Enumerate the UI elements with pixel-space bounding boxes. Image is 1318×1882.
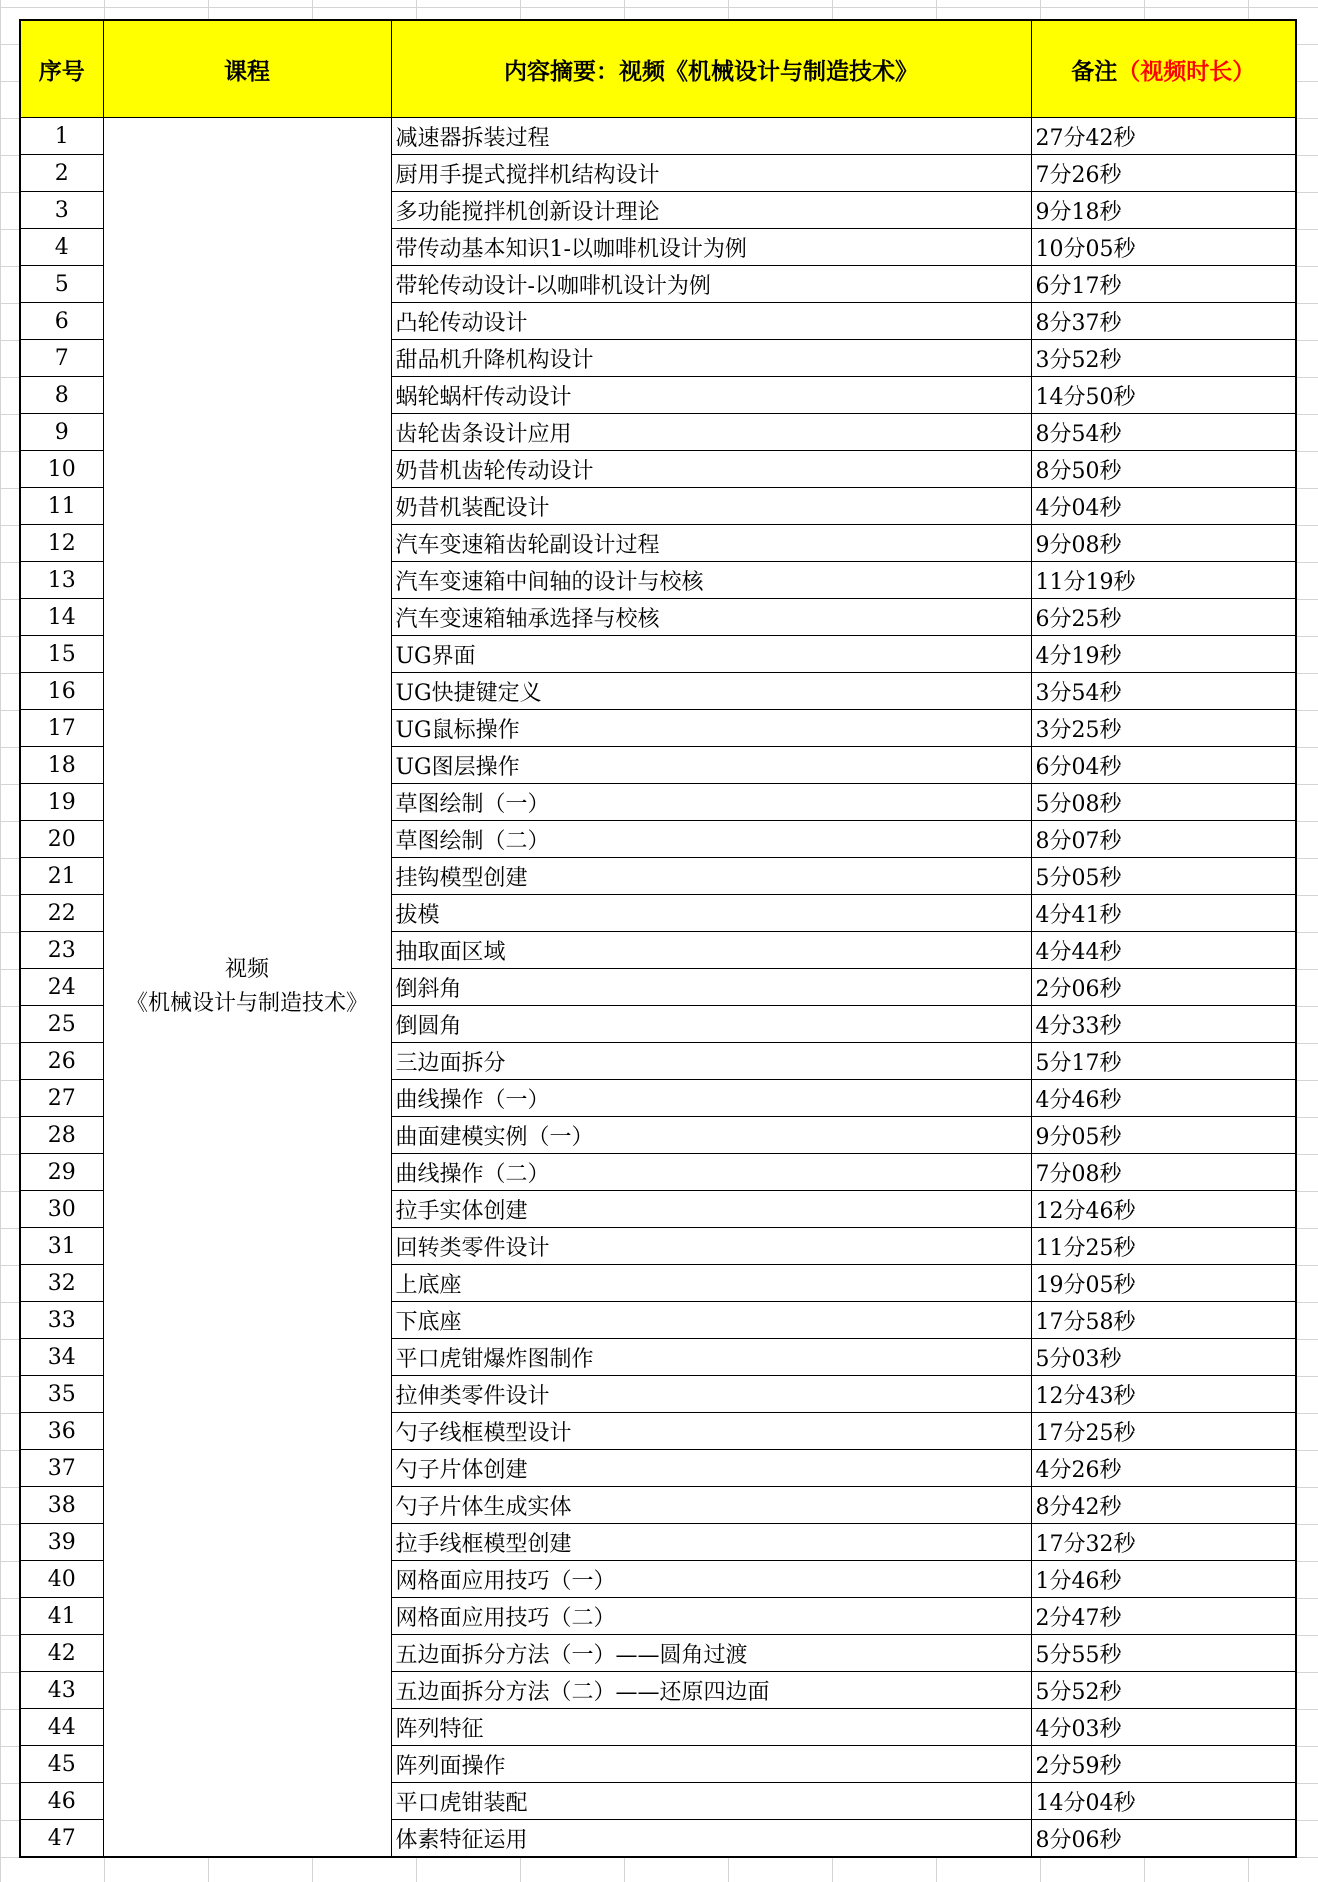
header-note-prefix: 备注: [1071, 57, 1118, 85]
content-title-cell[interactable]: 齿轮齿条设计应用: [391, 414, 1031, 451]
content-title-cell[interactable]: 蜗轮蜗杆传动设计: [391, 377, 1031, 414]
content-title-cell[interactable]: 草图绘制（一）: [391, 784, 1031, 821]
duration-cell[interactable]: 9分18秒: [1031, 192, 1296, 229]
duration-cell[interactable]: 5分17秒: [1031, 1043, 1296, 1080]
duration-cell[interactable]: 17分32秒: [1031, 1524, 1296, 1561]
row-number-cell[interactable]: 26: [20, 1043, 103, 1080]
row-number-cell[interactable]: 12: [20, 525, 103, 562]
row-number-cell[interactable]: 23: [20, 932, 103, 969]
content-title-cell[interactable]: 倒圆角: [391, 1006, 1031, 1043]
content-title-cell[interactable]: 曲线操作（一）: [391, 1080, 1031, 1117]
content-title-cell[interactable]: 拔模: [391, 895, 1031, 932]
course-video-table: [19, 19, 1297, 1858]
duration-cell[interactable]: 9分05秒: [1031, 1117, 1296, 1154]
table-row: [20, 118, 1296, 155]
content-title-cell[interactable]: 下底座: [391, 1302, 1031, 1339]
row-number-cell[interactable]: 43: [20, 1672, 103, 1709]
content-title-cell[interactable]: 网格面应用技巧（一）: [391, 1561, 1031, 1598]
row-number-cell[interactable]: 22: [20, 895, 103, 932]
duration-cell[interactable]: 5分05秒: [1031, 858, 1296, 895]
duration-cell[interactable]: 12分46秒: [1031, 1191, 1296, 1228]
row-number-cell[interactable]: 44: [20, 1709, 103, 1746]
duration-cell[interactable]: 6分25秒: [1031, 599, 1296, 636]
row-number-cell[interactable]: 14: [20, 599, 103, 636]
content-title-cell[interactable]: UG图层操作: [391, 747, 1031, 784]
content-title-cell[interactable]: 拉伸类零件设计: [391, 1376, 1031, 1413]
content-title-cell[interactable]: 汽车变速箱中间轴的设计与校核: [391, 562, 1031, 599]
content-title-cell[interactable]: 勺子片体创建: [391, 1450, 1031, 1487]
row-number-cell[interactable]: 10: [20, 451, 103, 488]
content-title-cell[interactable]: 带轮传动设计-以咖啡机设计为例: [391, 266, 1031, 303]
duration-cell[interactable]: 11分25秒: [1031, 1228, 1296, 1265]
row-number-cell[interactable]: 8: [20, 377, 103, 414]
duration-cell[interactable]: 3分52秒: [1031, 340, 1296, 377]
row-number-cell[interactable]: 40: [20, 1561, 103, 1598]
duration-cell[interactable]: 2分47秒: [1031, 1598, 1296, 1635]
row-number-cell[interactable]: 28: [20, 1117, 103, 1154]
duration-cell[interactable]: 14分50秒: [1031, 377, 1296, 414]
content-title-cell[interactable]: UG界面: [391, 636, 1031, 673]
duration-cell[interactable]: 6分17秒: [1031, 266, 1296, 303]
row-number-cell[interactable]: 16: [20, 673, 103, 710]
row-number-cell[interactable]: 20: [20, 821, 103, 858]
duration-cell[interactable]: 27分42秒: [1031, 118, 1296, 155]
content-title-cell[interactable]: 勺子线框模型设计: [391, 1413, 1031, 1450]
row-number-cell[interactable]: 5: [20, 266, 103, 303]
row-number-cell[interactable]: 2: [20, 155, 103, 192]
row-number-cell[interactable]: 4: [20, 229, 103, 266]
content-title-cell[interactable]: 五边面拆分方法（二）——还原四边面: [391, 1672, 1031, 1709]
row-number-cell[interactable]: 18: [20, 747, 103, 784]
duration-cell[interactable]: 4分04秒: [1031, 488, 1296, 525]
row-number-cell[interactable]: 9: [20, 414, 103, 451]
duration-cell[interactable]: 3分25秒: [1031, 710, 1296, 747]
row-number-cell[interactable]: 15: [20, 636, 103, 673]
duration-cell[interactable]: 6分04秒: [1031, 747, 1296, 784]
row-number-cell[interactable]: 30: [20, 1191, 103, 1228]
content-title-cell[interactable]: UG快捷键定义: [391, 673, 1031, 710]
row-number-cell[interactable]: 3: [20, 192, 103, 229]
header-content[interactable]: 内容摘要：视频《机械设计与制造技术》: [391, 20, 1031, 118]
header-course[interactable]: 课程: [103, 20, 391, 118]
row-number-cell[interactable]: 36: [20, 1413, 103, 1450]
row-number-cell[interactable]: 11: [20, 488, 103, 525]
row-number-cell[interactable]: 42: [20, 1635, 103, 1672]
row-number-cell[interactable]: 6: [20, 303, 103, 340]
duration-cell[interactable]: 8分42秒: [1031, 1487, 1296, 1524]
row-number-cell[interactable]: 21: [20, 858, 103, 895]
row-number-cell[interactable]: 27: [20, 1080, 103, 1117]
duration-cell[interactable]: 8分07秒: [1031, 821, 1296, 858]
row-number-cell[interactable]: 37: [20, 1450, 103, 1487]
content-title-cell[interactable]: 奶昔机齿轮传动设计: [391, 451, 1031, 488]
content-title-cell[interactable]: 草图绘制（二）: [391, 821, 1031, 858]
row-number-cell[interactable]: 1: [20, 118, 103, 155]
row-number-cell[interactable]: 39: [20, 1524, 103, 1561]
content-title-cell[interactable]: 凸轮传动设计: [391, 303, 1031, 340]
content-title-cell[interactable]: 阵列特征: [391, 1709, 1031, 1746]
row-number-cell[interactable]: 32: [20, 1265, 103, 1302]
duration-cell[interactable]: 8分54秒: [1031, 414, 1296, 451]
row-number-cell[interactable]: 35: [20, 1376, 103, 1413]
content-title-cell[interactable]: 体素特征运用: [391, 1820, 1031, 1858]
row-number-cell[interactable]: 25: [20, 1006, 103, 1043]
duration-cell[interactable]: 4分46秒: [1031, 1080, 1296, 1117]
course-line-1: 视频: [224, 957, 269, 982]
duration-cell[interactable]: 4分19秒: [1031, 636, 1296, 673]
duration-cell[interactable]: 17分25秒: [1031, 1413, 1296, 1450]
header-no[interactable]: 序号: [20, 20, 103, 118]
duration-cell[interactable]: 8分06秒: [1031, 1820, 1296, 1858]
content-title-cell[interactable]: 拉手实体创建: [391, 1191, 1031, 1228]
content-title-cell[interactable]: 五边面拆分方法（一）——圆角过渡: [391, 1635, 1031, 1672]
row-number-cell[interactable]: 38: [20, 1487, 103, 1524]
content-title-cell[interactable]: 汽车变速箱齿轮副设计过程: [391, 525, 1031, 562]
duration-cell[interactable]: 8分37秒: [1031, 303, 1296, 340]
header-row: [20, 20, 1296, 118]
row-number-cell[interactable]: 41: [20, 1598, 103, 1635]
header-note-highlight: （视频时长）: [1117, 57, 1256, 85]
row-number-cell[interactable]: 34: [20, 1339, 103, 1376]
row-number-cell[interactable]: 29: [20, 1154, 103, 1191]
content-title-cell[interactable]: 拉手线框模型创建: [391, 1524, 1031, 1561]
content-title-cell[interactable]: 回转类零件设计: [391, 1228, 1031, 1265]
content-title-cell[interactable]: 上底座: [391, 1265, 1031, 1302]
content-title-cell[interactable]: 三边面拆分: [391, 1043, 1031, 1080]
duration-cell[interactable]: 5分52秒: [1031, 1672, 1296, 1709]
header-note[interactable]: [1031, 20, 1296, 118]
content-title-cell[interactable]: 曲线操作（二）: [391, 1154, 1031, 1191]
content-title-cell[interactable]: 奶昔机装配设计: [391, 488, 1031, 525]
row-number-cell[interactable]: 7: [20, 340, 103, 377]
row-number-cell[interactable]: 13: [20, 562, 103, 599]
content-title-cell[interactable]: 曲面建模实例（一）: [391, 1117, 1031, 1154]
content-title-cell[interactable]: 平口虎钳爆炸图制作: [391, 1339, 1031, 1376]
row-number-cell[interactable]: 24: [20, 969, 103, 1006]
duration-cell[interactable]: 1分46秒: [1031, 1561, 1296, 1598]
duration-cell[interactable]: 17分58秒: [1031, 1302, 1296, 1339]
duration-cell[interactable]: 4分41秒: [1031, 895, 1296, 932]
course-cell[interactable]: [103, 118, 391, 1858]
content-title-cell[interactable]: 网格面应用技巧（二）: [391, 1598, 1031, 1635]
content-title-cell[interactable]: 抽取面区域: [391, 932, 1031, 969]
content-title-cell[interactable]: 挂钩模型创建: [391, 858, 1031, 895]
duration-cell[interactable]: 2分59秒: [1031, 1746, 1296, 1783]
row-number-cell[interactable]: 31: [20, 1228, 103, 1265]
duration-cell[interactable]: 4分33秒: [1031, 1006, 1296, 1043]
row-number-cell[interactable]: 33: [20, 1302, 103, 1339]
duration-cell[interactable]: 3分54秒: [1031, 673, 1296, 710]
content-title-cell[interactable]: 带传动基本知识1-以咖啡机设计为例: [391, 229, 1031, 266]
content-title-cell[interactable]: 倒斜角: [391, 969, 1031, 1006]
duration-cell[interactable]: 7分26秒: [1031, 155, 1296, 192]
content-title-cell[interactable]: UG鼠标操作: [391, 710, 1031, 747]
duration-cell[interactable]: 11分19秒: [1031, 562, 1296, 599]
content-title-cell[interactable]: 阵列面操作: [391, 1746, 1031, 1783]
row-number-cell[interactable]: 19: [20, 784, 103, 821]
content-title-cell[interactable]: 厨用手提式搅拌机结构设计: [391, 155, 1031, 192]
content-title-cell[interactable]: 汽车变速箱轴承选择与校核: [391, 599, 1031, 636]
row-number-cell[interactable]: 47: [20, 1820, 103, 1858]
duration-cell[interactable]: 7分08秒: [1031, 1154, 1296, 1191]
duration-cell[interactable]: 2分06秒: [1031, 969, 1296, 1006]
duration-cell[interactable]: 9分08秒: [1031, 525, 1296, 562]
row-number-cell[interactable]: 46: [20, 1783, 103, 1820]
table-body: [20, 118, 1296, 1858]
duration-cell[interactable]: 8分50秒: [1031, 451, 1296, 488]
row-number-cell[interactable]: 45: [20, 1746, 103, 1783]
duration-cell[interactable]: 4分26秒: [1031, 1450, 1296, 1487]
content-title-cell[interactable]: 甜品机升降机构设计: [391, 340, 1031, 377]
content-title-cell[interactable]: 多功能搅拌机创新设计理论: [391, 192, 1031, 229]
duration-cell[interactable]: 14分04秒: [1031, 1783, 1296, 1820]
content-title-cell[interactable]: 减速器拆装过程: [391, 118, 1031, 155]
duration-cell[interactable]: 4分44秒: [1031, 932, 1296, 969]
duration-cell[interactable]: 4分03秒: [1031, 1709, 1296, 1746]
content-title-cell[interactable]: 勺子片体生成实体: [391, 1487, 1031, 1524]
duration-cell[interactable]: 12分43秒: [1031, 1376, 1296, 1413]
duration-cell[interactable]: 5分55秒: [1031, 1635, 1296, 1672]
course-line-2: 《机械设计与制造技术》: [125, 991, 368, 1016]
duration-cell[interactable]: 5分03秒: [1031, 1339, 1296, 1376]
duration-cell[interactable]: 19分05秒: [1031, 1265, 1296, 1302]
row-number-cell[interactable]: 17: [20, 710, 103, 747]
content-title-cell[interactable]: 平口虎钳装配: [391, 1783, 1031, 1820]
duration-cell[interactable]: 10分05秒: [1031, 229, 1296, 266]
duration-cell[interactable]: 5分08秒: [1031, 784, 1296, 821]
